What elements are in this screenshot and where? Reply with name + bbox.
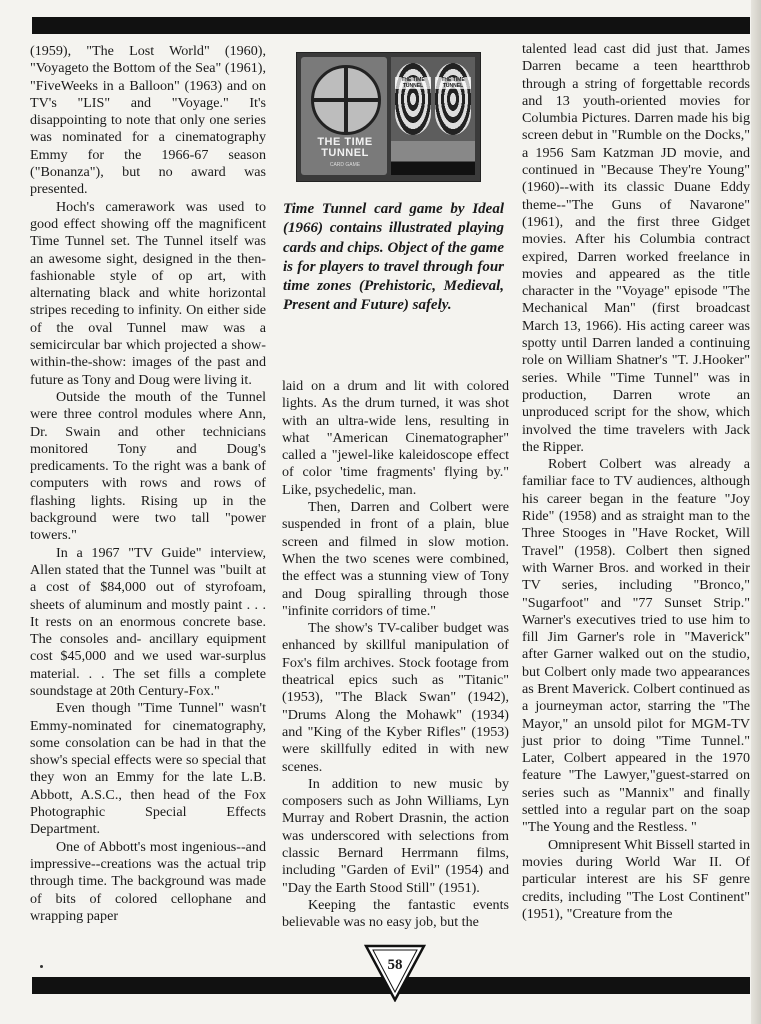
top-rule — [32, 17, 750, 34]
tunnel-card-label: THE TIME TUNNEL — [435, 77, 471, 89]
card-game-title: THE TIME TUNNEL — [317, 136, 373, 159]
paragraph: Omnipresent Whit Bissell started in movies during World War II. Of particular interest are his SF genre credits, including "The Lost Continent" (1951), "Creature from the — [522, 836, 750, 922]
time-zone-wheel — [311, 65, 381, 135]
tunnel-card-left — [395, 63, 431, 135]
playing-cards — [391, 57, 475, 175]
paragraph: One of Abbott's most ingenious--and impressive--creations was the actual trip through time. The background was made of bits of colored cellophane and wrapping paper — [30, 838, 266, 924]
page-edge-shadow — [751, 0, 761, 1024]
page-number: 58 — [387, 957, 403, 973]
card-scene-illustration — [391, 141, 475, 175]
paragraph: In a 1967 "TV Guide" interview, Allen stated that the Tunnel was "built at a cost of $84,000 out of styrofoam, sheets of aluminum and mostly paint . . . It rests on an enormous concrete base. The consoles and- ancillary equipment cost $45,000 and we used war-surplus material. . . The set fills a complete soundstage at 20th Century-Fox." — [30, 544, 266, 699]
paragraph: In addition to new music by composers such as John Williams, Lyn Murray and Robert Drasnin, the action was underscored with selections from classic Bernard Herrmann films, including "Garden of Evil" (1954) and "Day the Earth Stood Still" (1951). — [282, 775, 509, 896]
paragraph: Keeping the fantastic events believable was no easy job, but the — [282, 896, 509, 931]
paragraph: laid on a drum and lit with colored lights. As the drum turned, it was shot with an ultra-wide lens, resulting in what "American Cinematographer" called a "jewel-like kaleidoscope effect of color 'time fragments' flying by." Like, psychedelic, man. — [282, 378, 509, 498]
paragraph: Hoch's camerawork was used to good effect showing off the magnificent Time Tunnel set. The Tunnel itself was an awesome sight, designed in the then-fashionable style of op art, with alternating black and white horizontal stripes receding to infinity. On either side of the oval Tunnel maw was a semicircular bar which projected a show-within-the-show: images of the past and future as Tony and Doug were living it. — [30, 198, 266, 388]
photo-caption: Time Tunnel card game by Ideal (1966) contains illustrated playing cards and chips. Object of the game is for players to travel through four time zones (Prehistoric, Medieval, Present and Future) safely. — [283, 201, 504, 314]
text-column-3 — [522, 41, 750, 923]
card-game-photo — [296, 52, 481, 182]
card-box — [301, 57, 387, 175]
stray-mark — [40, 965, 43, 968]
text-column-1 — [30, 43, 266, 925]
paragraph: Even though "Time Tunnel" wasn't Emmy-nominated for cinematography, some consolation can be had in that the show's special effects were so special that they won an Emmy for the late L.B. Abbott, A.S.C., then head of the Fox Photographic Special Effects Department. — [30, 700, 266, 838]
card-game-subtitle: CARD GAME — [329, 162, 361, 168]
tunnel-card-right — [435, 63, 471, 135]
text-column-2 — [282, 378, 509, 932]
paragraph: (1959), "The Lost World" (1960), "Voyageto the Bottom of the Sea" (1961), "FiveWeeks in a Balloon" (1963) and on TV's "LIS" and "Voyage." It's disappointing to note that only one series was nominated for a cinematography Emmy for the 1966-67 season ("Bonanza"), but no award was presented. — [30, 43, 266, 198]
paragraph: Robert Colbert was already a familiar face to TV audiences, although his career began in the feature "Joy Ride" (1958) and as straight man to the Three Stooges in "Have Rocket, Will Travel" (1958). Colbert then signed with Warner Bros. and worked in their TV series, including "Bronco," "Sugarfoot" and "77 Sunset Strip." Warner's executives tried to use him to fill Jim Garner's role in "Maverick" after Garner walked out on the studio, but Colbert only made two appearances as Brent Maverick. Colbert continued as a journeyman actor, starring the "The Mayor," an unsold pilot for MGM-TV just prior to doing "Time Tunnel." Later, Colbert appeared in the 1970 feature "The Lawyer,"guest-starred on series such as "Mannix" and finally settled into a regular part on the soap "The Young and the Restless. " — [522, 456, 750, 836]
paragraph: talented lead cast did just that. James Darren became a teen heartthrob through a string of forgettable records and 13 youth-oriented movies for Columbia Pictures. Darren made his big screen debut in "Rumble on the Docks," a 1956 Sam Katzman JD movie, and continued in "Because They're Young" (1960)--with its classic Duane Eddy theme--"The Guns of Navarone" (1961), and the first three Gidget movies. After his Columbia contract expired, Darren worked freelance in movies and appeared as the title character in the "Voyage" episode "The Mechanical Man" (first broadcast March 13, 1966). His acting career was spotty until Darren landed a continuing role on William Shatner's "T. J.Hooker" series. While "Time Tunnel" was in production, Darren wrote an unproduced script for the show, which involved the time travelers with Jack the Ripper. — [522, 41, 750, 455]
paragraph: Outside the mouth of the Tunnel were three control modules where Ann, Dr. Swain and other technicians monitored Tony and Doug's predicaments. To the right was a bank of computers with rows and rows of flashing lights. Rising up in the background were two tall "power towers." — [30, 388, 266, 544]
tunnel-card-label: THE TIME TUNNEL — [395, 77, 431, 89]
page-number-badge — [364, 944, 426, 1002]
paragraph: Then, Darren and Colbert were suspended in front of a plain, blue screen and filmed in slow motion. When the two scenes were combined, the effect was a stunning view of Tony and Doug spiralling through those "infinite corridors of time." — [282, 499, 509, 619]
paragraph: The show's TV-caliber budget was enhanced by skillful manipulation of Fox's film archives. Stock footage from theatrical epics such as "Titanic" (1953), "The Black Swan" (1942), "Drums Along the Mohawk" (1934) and "King of the Kyber Rifles" (1953) were skillfully edited in with new scenes. — [282, 620, 509, 775]
